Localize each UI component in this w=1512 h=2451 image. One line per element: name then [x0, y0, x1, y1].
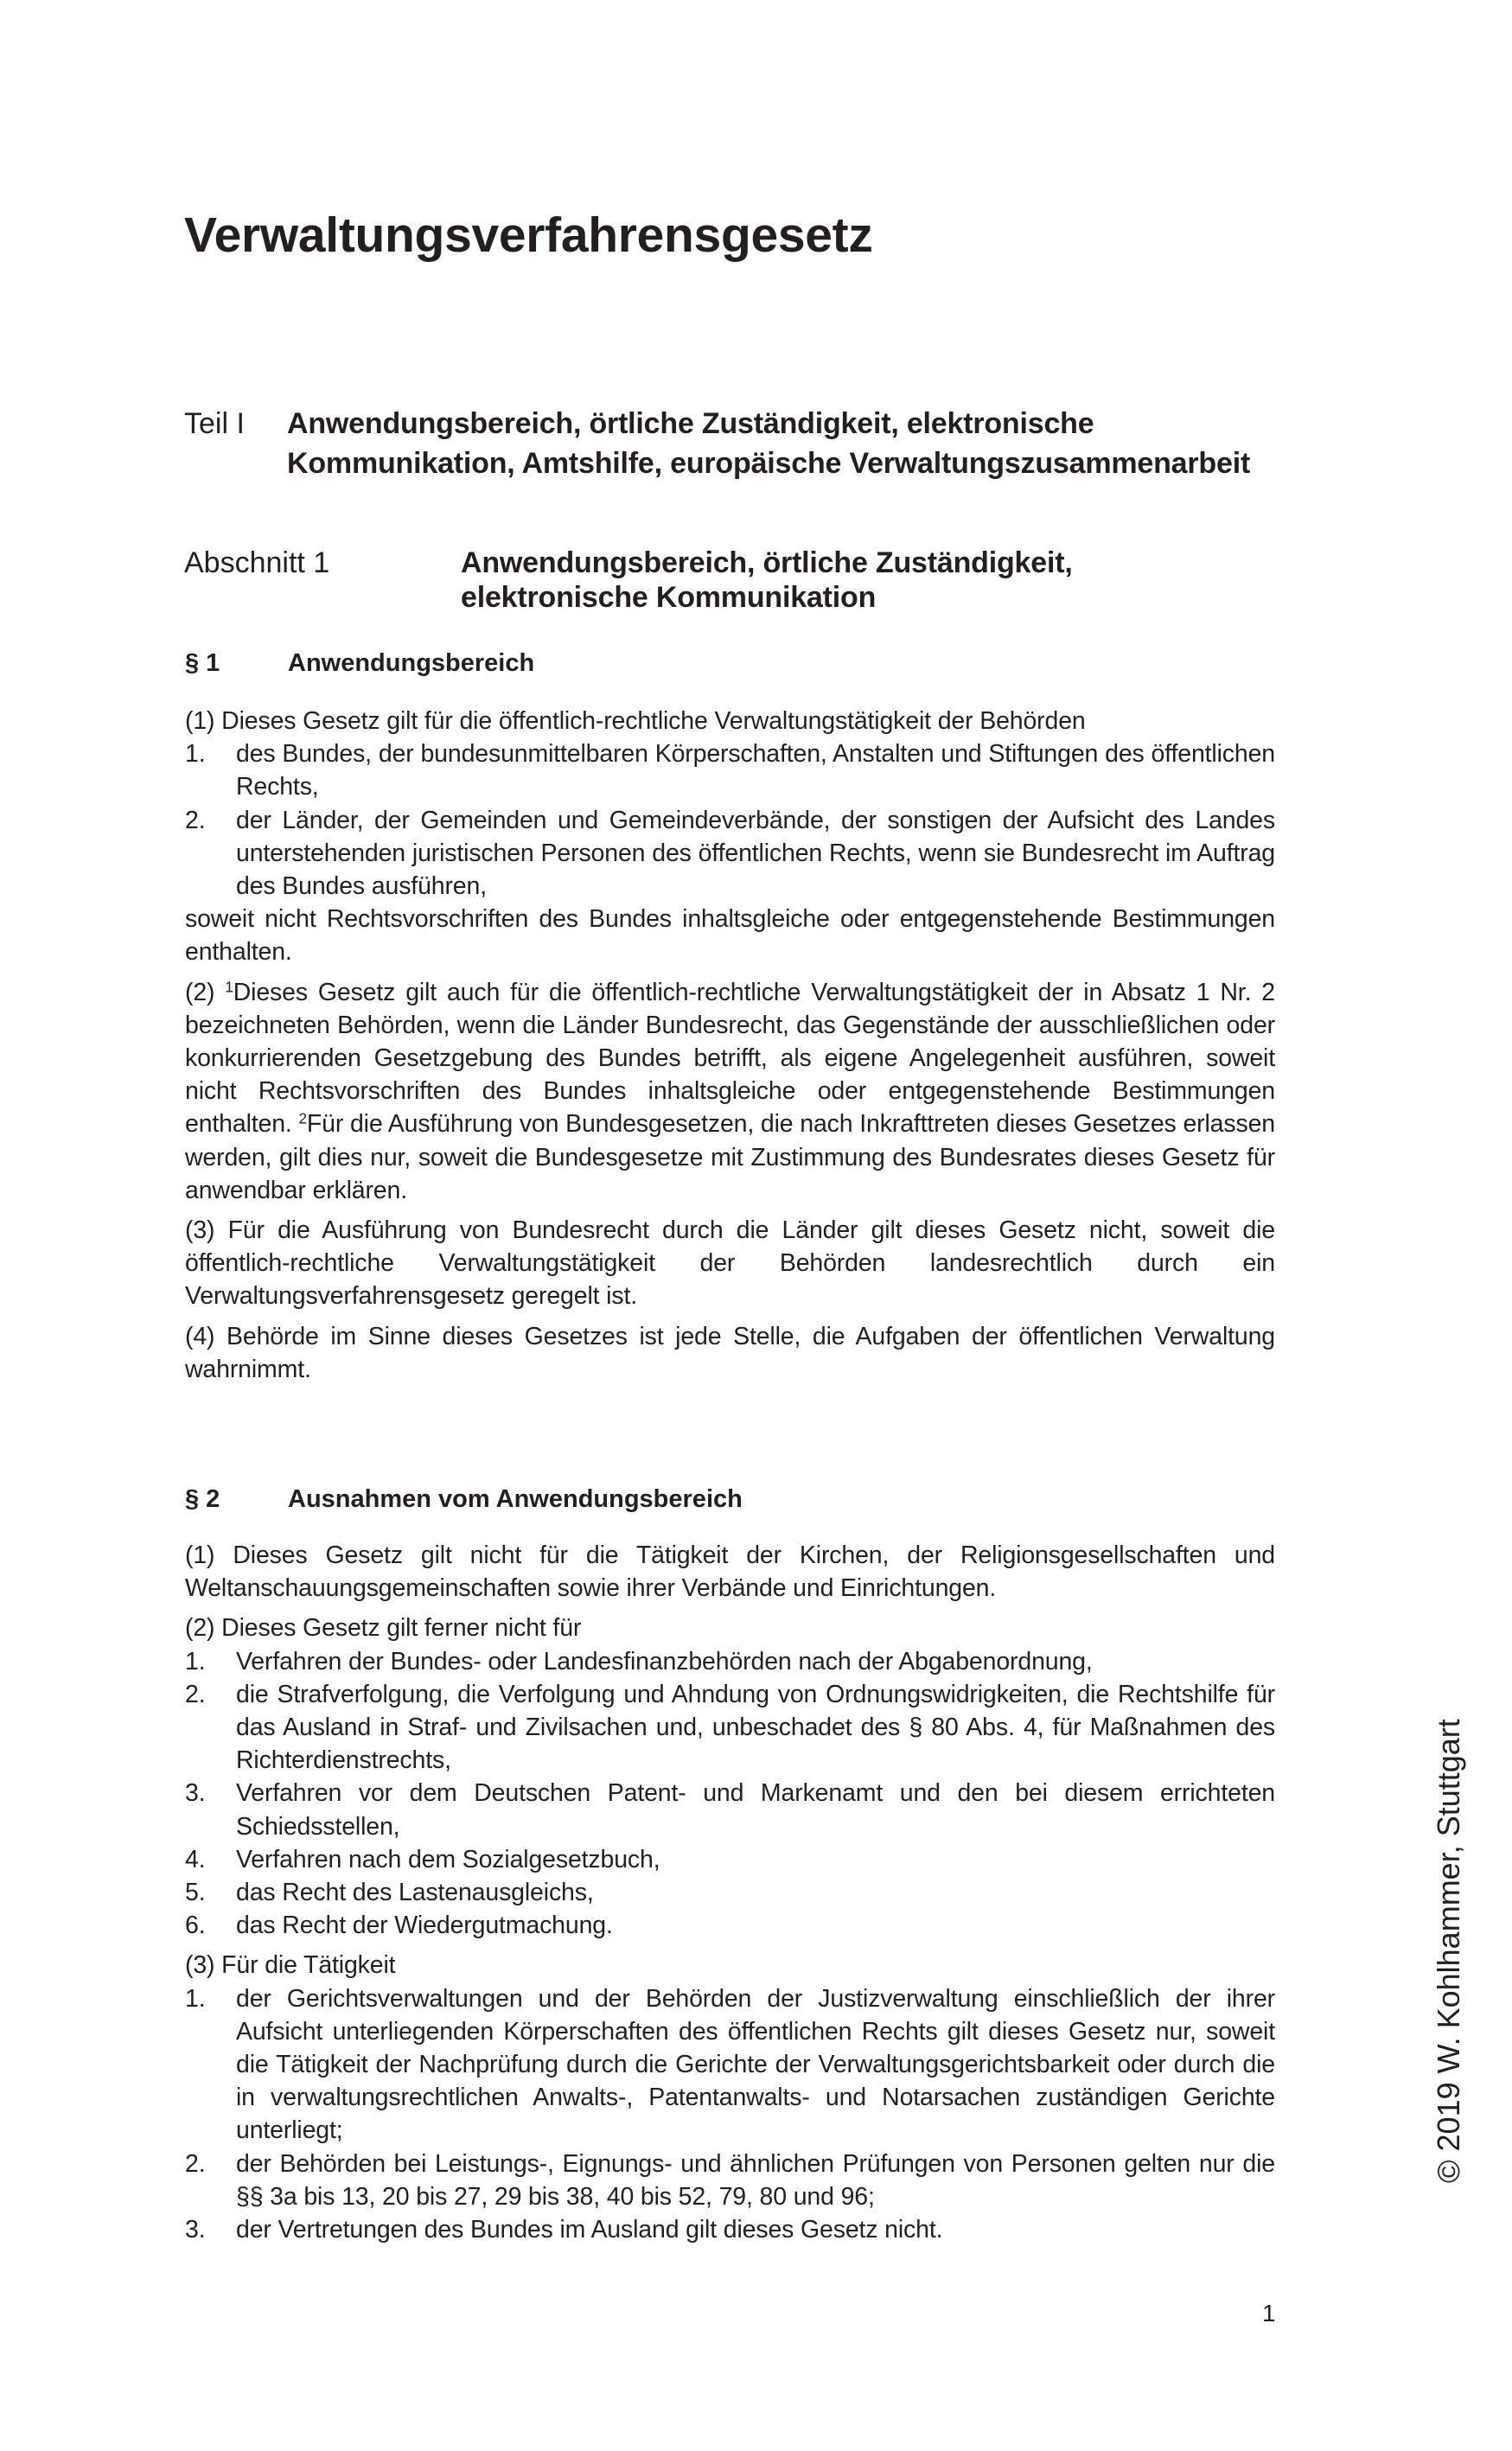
item-text: das Recht der Wiedergutmachung.: [236, 1912, 613, 1940]
item-number: 3.: [185, 2216, 206, 2244]
paragraph-1-body: [185, 705, 1275, 1393]
part-label: Teil I: [184, 407, 245, 440]
section-title-line1: Anwendungsbereich, örtliche Zuständigkeit,: [461, 546, 1073, 579]
list-item: [185, 804, 1275, 903]
item-text: des Bundes, der bundesunmittelbaren Körperschaften, Anstalten und Stiftungen des öffentlichen Rechts,: [236, 740, 1275, 801]
list-item: [185, 737, 1275, 803]
item-text: der Gerichtsverwaltungen und der Behörden der Justizverwaltung einschließlich der ihrer Aufsicht unterliegenden Körperschaften des öffentlichen Rechts gilt dieses Gesetz nur, soweit die Tätigkeit der Nachprüfung durch die Gerichte der Verwaltungsgerichtsbarkeit oder durch die in verwaltungsrechtlichen Anwalts-, Patentanwalts- und Notarsachen zuständigen Gerichte unterliegt;: [236, 1984, 1275, 2145]
list-item: [185, 1982, 1275, 2148]
item-text: das Recht des Lastenausgleichs,: [236, 1879, 594, 1907]
sentence-marker: 1: [225, 979, 233, 996]
item-number: 4.: [185, 1845, 206, 1873]
absatz-3: [185, 1949, 1275, 2246]
sentence-text: Für die Ausführung von Bundesgesetzen, die nach Inkrafttreten dieses Gesetzes erlassen werden, gilt dies nur, soweit die Bundesgesetze mit Zustimmung des Bundesrates dieses Gesetz für anwendbar erklären.: [185, 1110, 1275, 1204]
item-number: 1.: [185, 740, 206, 769]
item-list: [185, 1645, 1275, 1943]
list-item: [185, 2148, 1275, 2213]
part-heading: [184, 404, 1291, 483]
item-number: 1.: [185, 1984, 206, 2013]
item-text: der Vertretungen des Bundes im Ausland gilt dieses Gesetz nicht.: [236, 2216, 943, 2244]
absatz-2: [185, 1612, 1275, 1942]
item-text: Verfahren der Bundes- oder Landesfinanzbehörden nach der Abgabenordnung,: [236, 1647, 1093, 1675]
absatz-3: (3) Für die Ausführung von Bundesrecht durch die Länder gilt dieses Gesetz nicht, soweit die öffentlich-rechtliche Verwaltungstätigkeit der Behörden landesrechtlich durch ein Verwaltungsverfahrensgesetz geregelt ist.: [185, 1216, 1275, 1311]
page-number: 1: [1262, 2300, 1276, 2327]
item-text: der Behörden bei Leistungs-, Eignungs- und ähnlichen Prüfungen von Personen gelten nur die §§ 3a bis 13, 20 bis 27, 29 bis 38, 40 bis 52, 79, 80 und 96;: [236, 2149, 1275, 2211]
list-item: [185, 1645, 1275, 1678]
sentence-marker: 2: [298, 1111, 307, 1128]
paragraph-2-body: [185, 1539, 1275, 2253]
paragraph-title: Anwendungsbereich: [288, 649, 535, 677]
section-heading: [184, 546, 1291, 615]
paragraph-number: § 2: [185, 1485, 220, 1513]
page-title: Verwaltungsverfahrensgesetz: [184, 207, 873, 263]
absatz-label: (2): [185, 978, 215, 1006]
section-label: Abschnitt 1: [184, 546, 330, 579]
sentence-text: Dieses Gesetz gilt auch für die öffentlich-rechtliche Verwaltungstätigkeit der in Absatz 1 Nr. 2 bezeichneten Behörden, wenn die Länder Bundesrecht, das Gegenstände der ausschließlichen oder konkurrierenden Gesetzgebung des Bundes betrifft, als eigene Angelegenheit ausführen, soweit nicht Rechtsvorschriften des Bundes inhaltsgleiche oder entgegenstehende Bestimmungen enthalten.: [185, 978, 1275, 1139]
list-item: [185, 2213, 1275, 2246]
list-item: [185, 1843, 1275, 1876]
item-number: 2.: [185, 1680, 206, 1708]
paragraph-2-heading: [185, 1483, 1275, 1516]
item-text: Verfahren nach dem Sozialgesetzbuch,: [236, 1845, 660, 1873]
absatz-1: [185, 705, 1275, 969]
paragraph-number: § 1: [185, 649, 220, 677]
absatz-intro: (2) Dieses Gesetz gilt ferner nicht für: [185, 1614, 582, 1643]
absatz-1: (1) Dieses Gesetz gilt nicht für die Tätigkeit der Kirchen, der Religionsgesellschaften und Weltanschauungsgemeinschaften sowie ihrer Verbände und Einrichtungen.: [185, 1541, 1275, 1603]
paragraph-1-heading: [185, 647, 1275, 680]
absatz-tail: soweit nicht Rechtsvorschriften des Bundes inhaltsgleiche oder entgegenstehende Bestimmungen enthalten.: [185, 905, 1275, 967]
absatz-intro: (3) Für die Tätigkeit: [185, 1951, 396, 1980]
absatz-intro: (1) Dieses Gesetz gilt für die öffentlich-rechtliche Verwaltungstätigkeit der Behörden: [185, 707, 1086, 735]
item-text: der Länder, der Gemeinden und Gemeindeverbände, der sonstigen der Aufsicht des Landes unterstehenden juristischen Personen des öffentlichen Rechts, wenn sie Bundesrecht im Auftrag des Bundes ausführen,: [236, 806, 1275, 901]
list-item: [185, 1876, 1275, 1909]
item-number: 1.: [185, 1647, 206, 1675]
list-item: [185, 1909, 1275, 1942]
item-text: die Strafverfolgung, die Verfolgung und Ahndung von Ordnungswidrigkeiten, die Rechtshilfe für das Ausland in Straf- und Zivilsachen und, unbeschadet des § 80 Abs. 4, für Maßnahmen des Richterdienstrechts,: [236, 1680, 1275, 1775]
item-number: 2.: [185, 2149, 206, 2178]
list-item: [185, 1777, 1275, 1842]
part-title: Anwendungsbereich, örtliche Zuständigkeit, elektronische Kommunikation, Amtshilfe, europäische Verwaltungszusammenarbeit: [287, 407, 1251, 480]
absatz-2: [185, 976, 1275, 1207]
item-list: [185, 1982, 1275, 2247]
item-list: [185, 737, 1275, 903]
item-number: 5.: [185, 1879, 206, 1907]
item-number: 6.: [185, 1912, 206, 1940]
absatz-4: (4) Behörde im Sinne dieses Gesetzes ist jede Stelle, die Aufgaben der öffentlichen Verwaltung wahrnimmt.: [185, 1322, 1275, 1383]
item-number: 3.: [185, 1779, 206, 1808]
item-number: 2.: [185, 806, 206, 834]
item-text: Verfahren vor dem Deutschen Patent- und Markenamt und den bei diesem errichteten Schiedsstellen,: [236, 1779, 1275, 1841]
paragraph-title: Ausnahmen vom Anwendungsbereich: [288, 1485, 743, 1513]
list-item: [185, 1678, 1275, 1778]
section-title-line2: elektronische Kommunikation: [461, 581, 877, 614]
section-title: [461, 546, 1073, 615]
copyright-notice: © 2019 W. Kohlhammer, Stuttgart: [1431, 1719, 1466, 2183]
